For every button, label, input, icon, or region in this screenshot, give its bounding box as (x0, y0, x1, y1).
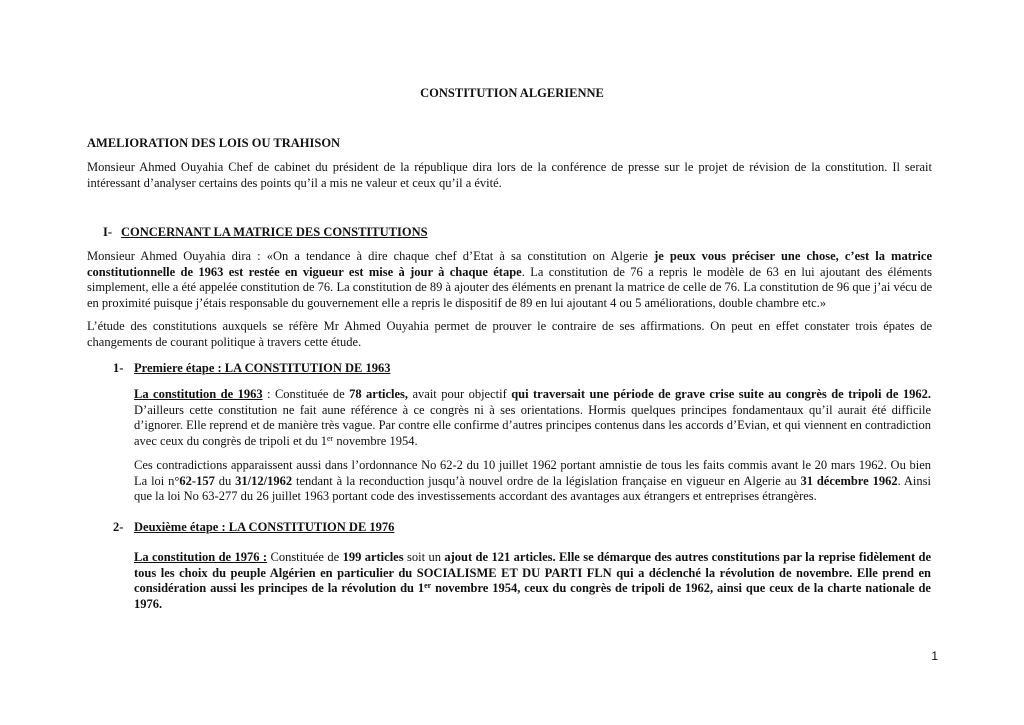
document-subtitle: AMELIORATION DES LOIS OU TRAHISON (87, 136, 341, 150)
step-1-text-c: avait pour objectif (408, 387, 512, 401)
step-1-deadline-date: 31 décembre 1962 (800, 473, 898, 488)
step-1-p2-text-e: tendant à la reconduction jusqu’à nouvel ordre de la législation française en vigueur en Algerie au (292, 473, 801, 488)
step-1-text-a: : Constituée de (262, 387, 350, 401)
step-2-title: Deuxième étape : LA CONSTITUTION DE 1976 (134, 520, 395, 534)
section-1-title: CONCERNANT LA MATRICE DES CONSTITUTIONS (121, 225, 428, 239)
quote-text-bold: je peux vous préciser une chose, c’est la matrice constitutionnelle de 1963 est restée en vigueur est mise à jour à chaque étape (87, 249, 932, 279)
section-1-quote-paragraph (87, 249, 932, 311)
intro-text: Monsieur Ahmed Ouyahia Chef de cabinet du président de la république dira lors de la conférence de presse sur le projet de révision de la constitution. Il serait intéressant d’analyser certains des points qu’il a mis ne valeur et ceux qu’il a évité. (87, 160, 932, 190)
intro-paragraph (87, 160, 932, 191)
step-1-law-date: 31/12/1962 (235, 473, 293, 488)
step-2-superscript: er (424, 581, 432, 591)
step-1-label: La constitution de 1963 (134, 387, 263, 401)
step-2-number: 2- (113, 520, 124, 534)
step-1-p2-text-a: Ces contradictions apparaissent aussi dans l’ordonnance No 62-2 du 10 juillet 1962 portant amnistie de tous les faits commis avant le 20 mars 1962. Ou bien La loi n° (134, 458, 931, 488)
section-1-heading (103, 225, 428, 241)
step-1-p2-text-c: du (214, 473, 236, 488)
step-2-articles: 199 articles (342, 550, 404, 564)
step-1-text-f: novembre 1954. (333, 433, 418, 448)
step-1-objective: qui traversait une période de grave crise suite au congrès de tripoli de 1962. (511, 387, 931, 401)
step-2-text-d: ajout de 121 articles. Elle se démarque des autres constitutions par la reprise fidèlement de tous les choix du peuple Algérien en particulier du SOCIALISME ET DU PARTI FLN qui a déclenché la révolution de novembre. Elle prend en considération aussi les principes de la révolution du 1 (134, 550, 932, 596)
document-title: CONSTITUTION ALGERIENNE (420, 86, 604, 100)
step-2-text-c: soit un (403, 550, 445, 564)
step-1-p2-text-g: . Ainsi que la loi No 63-277 du 26 juillet 1963 portant code des investissements accordant des avantages aux étrangers et entreprises étrangères. (134, 473, 931, 504)
step-1-law-number: 62-157 (179, 473, 215, 488)
section-1-analysis-paragraph (87, 319, 932, 350)
step-2-text-a: Constituée de (267, 550, 343, 564)
step-1-paragraph-2 (134, 458, 931, 505)
quote-text-a: Monsieur Ahmed Ouyahia dira : «On a tendance à dire chaque chef d’Etat à sa constitution on Algerie (87, 249, 655, 263)
step-1-superscript: er (327, 433, 334, 443)
step-2-label: La constitution de 1976 : (134, 550, 268, 564)
step-2-heading (113, 520, 394, 536)
step-1-heading (113, 361, 390, 377)
page-number: 1 (931, 649, 938, 663)
quote-text-c: . La constitution de 76 a repris le modèle de 63 en lui ajoutant des éléments simplement, elle a été appelée constitution de 76. La constitution de 89 à ajouter des éléments en prenant la matrice de celle de 76. La constitution de 96 que j’ai vécu de en proximité puisque j’étais responsable du gouvernement elle a repris le dispositif de 89 en lui ajoutant 4 ou 5 améliorations, double chambre etc.» (87, 264, 932, 310)
step-2-text-e: novembre 1954, ceux du congrès de tripoli de 1962, ainsi que ceux de la charte nationale de 1976. (134, 581, 931, 611)
step-2-paragraph-1 (134, 550, 931, 612)
step-1-articles: 78 articles, (349, 387, 409, 401)
step-1-title: Premiere étape : LA CONSTITUTION DE 1963 (134, 361, 391, 375)
step-1-text-e: D’ailleurs cette constitution ne fait aune référence à ce congrès ni à ses orientations. Hormis quelques principes fondamentaux qu’il aurait été difficile d’ignorer. Elle reprend et de manière très vague. Par contre elle confirme d’autres principes contenus dans les accords d’Evian, et qui viennent en contradiction avec ceux du congrès de tripoli et du 1 (134, 402, 931, 448)
section-1-number: I- (103, 225, 113, 239)
analysis-text: L’étude des constitutions auxquels se réfère Mr Ahmed Ouyahia permet de prouver le contraire de ses affirmations. On peut en effet constater trois épates de changements de courant politique à travers cette étude. (87, 319, 932, 349)
step-1-paragraph-1 (134, 387, 931, 449)
step-1-number: 1- (113, 361, 124, 375)
